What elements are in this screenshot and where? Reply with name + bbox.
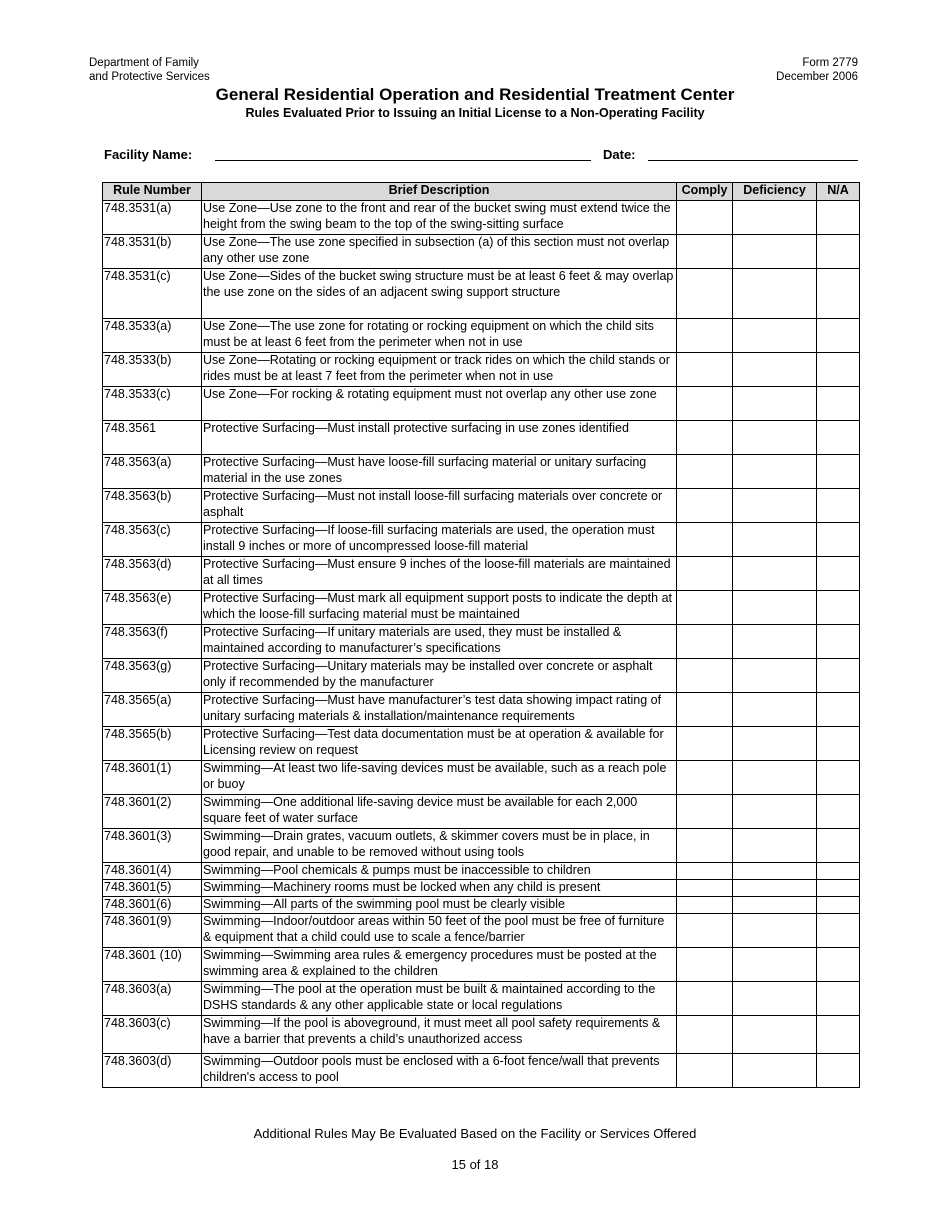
deficiency-cell[interactable]: [733, 761, 817, 795]
deficiency-cell[interactable]: [733, 659, 817, 693]
na-cell[interactable]: [817, 880, 860, 897]
comply-cell[interactable]: [677, 982, 733, 1016]
deficiency-cell[interactable]: [733, 948, 817, 982]
table-row: [103, 829, 860, 863]
column-header-na: N/A: [817, 183, 860, 201]
rule-description-cell: Protective Surfacing—Must have loose-fill surfacing material or unitary surfacing material in the use zones: [202, 455, 677, 489]
page-number: 15 of 18: [451, 1157, 499, 1172]
comply-cell[interactable]: [677, 659, 733, 693]
na-cell[interactable]: [817, 235, 860, 269]
rule-description-cell: Protective Surfacing—Must ensure 9 inches of the loose-fill materials are maintained at all times: [202, 557, 677, 591]
footer-note: Additional Rules May Be Evaluated Based on the Facility or Services Offered: [253, 1126, 697, 1141]
comply-cell[interactable]: [677, 387, 733, 421]
rule-number-cell: 748.3533(b): [103, 353, 202, 387]
rule-description-cell: Swimming—The pool at the operation must be built & maintained according to the DSHS standards & any other applicable state or local regulations: [202, 982, 677, 1016]
rule-number-cell: 748.3563(f): [103, 625, 202, 659]
table-row: [103, 761, 860, 795]
table-row: [103, 863, 860, 880]
rule-description-cell: Swimming—Indoor/outdoor areas within 50 feet of the pool must be free of furniture & equipment that a child could use to scale a fence/barrier: [202, 914, 677, 948]
deficiency-cell[interactable]: [733, 523, 817, 557]
rule-number-cell: 748.3601(4): [103, 863, 202, 880]
comply-cell[interactable]: [677, 914, 733, 948]
table-row: [103, 795, 860, 829]
table-row: [103, 269, 860, 319]
table-row: [103, 235, 860, 269]
comply-cell[interactable]: [677, 235, 733, 269]
na-cell[interactable]: [817, 523, 860, 557]
table-row: [103, 914, 860, 948]
rule-description-cell: Protective Surfacing—If unitary materials are used, they must be installed & maintained according to manufacturer’s specifications: [202, 625, 677, 659]
table-row: [103, 727, 860, 761]
table-row: [103, 659, 860, 693]
rule-number-cell: 748.3601 (10): [103, 948, 202, 982]
deficiency-cell[interactable]: [733, 353, 817, 387]
rule-number-cell: 748.3601(1): [103, 761, 202, 795]
comply-cell[interactable]: [677, 1016, 733, 1054]
form-info: [776, 56, 858, 84]
rule-description-cell: Swimming—At least two life-saving devices must be available, such as a reach pole or buoy: [202, 761, 677, 795]
deficiency-cell[interactable]: [733, 201, 817, 235]
deficiency-cell[interactable]: [733, 455, 817, 489]
rule-number-cell: 748.3601(3): [103, 829, 202, 863]
rule-number-cell: 748.3533(a): [103, 319, 202, 353]
document-title: General Residential Operation and Residential Treatment Center: [215, 85, 735, 104]
table-header-row: [103, 183, 860, 201]
table-row: [103, 591, 860, 625]
na-cell[interactable]: [817, 269, 860, 319]
rule-description-cell: Protective Surfacing—Must mark all equipment support posts to indicate the depth at which the loose-fill surfacing material must be maintained: [202, 591, 677, 625]
column-header-comply: Comply: [677, 183, 733, 201]
rule-description-cell: Swimming—All parts of the swimming pool must be clearly visible: [202, 897, 677, 914]
comply-cell[interactable]: [677, 591, 733, 625]
table-row: [103, 489, 860, 523]
na-cell[interactable]: [817, 1016, 860, 1054]
rule-number-cell: 748.3603(a): [103, 982, 202, 1016]
na-cell[interactable]: [817, 829, 860, 863]
na-cell[interactable]: [817, 421, 860, 455]
deficiency-cell[interactable]: [733, 557, 817, 591]
column-header-brief-description: Brief Description: [202, 183, 677, 201]
deficiency-cell[interactable]: [733, 795, 817, 829]
date-field[interactable]: [648, 146, 858, 161]
rule-number-cell: 748.3565(a): [103, 693, 202, 727]
comply-cell[interactable]: [677, 829, 733, 863]
na-cell[interactable]: [817, 625, 860, 659]
rule-number-cell: 748.3563(c): [103, 523, 202, 557]
deficiency-cell[interactable]: [733, 1016, 817, 1054]
comply-cell[interactable]: [677, 693, 733, 727]
deficiency-cell[interactable]: [733, 489, 817, 523]
na-cell[interactable]: [817, 489, 860, 523]
column-header-deficiency: Deficiency: [733, 183, 817, 201]
rule-number-cell: 748.3601(6): [103, 897, 202, 914]
na-cell[interactable]: [817, 761, 860, 795]
comply-cell[interactable]: [677, 421, 733, 455]
comply-cell[interactable]: [677, 863, 733, 880]
rule-number-cell: 748.3565(b): [103, 727, 202, 761]
na-cell[interactable]: [817, 863, 860, 880]
rule-description-cell: Swimming—Swimming area rules & emergency procedures must be posted at the swimming area & explained to the children: [202, 948, 677, 982]
table-row: [103, 1054, 860, 1088]
na-cell[interactable]: [817, 897, 860, 914]
rules-table: [102, 182, 860, 1088]
rule-description-cell: Use Zone—Sides of the bucket swing structure must be at least 6 feet & may overlap the use zone on the sides of an adjacent swing support structure: [202, 269, 677, 319]
form-number: Form 2779: [802, 57, 858, 69]
table-row: [103, 982, 860, 1016]
deficiency-cell[interactable]: [733, 319, 817, 353]
comply-cell[interactable]: [677, 948, 733, 982]
comply-cell[interactable]: [677, 761, 733, 795]
facility-name-field[interactable]: [215, 146, 591, 161]
deficiency-cell[interactable]: [733, 693, 817, 727]
na-cell[interactable]: [817, 201, 860, 235]
rule-description-cell: Protective Surfacing—Must install protective surfacing in use zones identified: [202, 421, 677, 455]
na-cell[interactable]: [817, 914, 860, 948]
deficiency-cell[interactable]: [733, 625, 817, 659]
deficiency-cell[interactable]: [733, 269, 817, 319]
na-cell[interactable]: [817, 557, 860, 591]
rule-number-cell: 748.3531(a): [103, 201, 202, 235]
rule-description-cell: Swimming—One additional life-saving device must be available for each 2,000 square feet of water surface: [202, 795, 677, 829]
table-row: [103, 387, 860, 421]
department-name: [89, 56, 210, 84]
table-row: [103, 523, 860, 557]
rule-description-cell: Swimming—Outdoor pools must be enclosed with a 6-foot fence/wall that prevents children's access to pool: [202, 1054, 677, 1088]
table-row: [103, 1016, 860, 1054]
na-cell[interactable]: [817, 591, 860, 625]
na-cell[interactable]: [817, 1054, 860, 1088]
deficiency-cell[interactable]: [733, 421, 817, 455]
na-cell[interactable]: [817, 455, 860, 489]
na-cell[interactable]: [817, 353, 860, 387]
na-cell[interactable]: [817, 659, 860, 693]
na-cell[interactable]: [817, 948, 860, 982]
table-row: [103, 948, 860, 982]
rule-description-cell: Swimming—Machinery rooms must be locked when any child is present: [202, 880, 677, 897]
deficiency-cell[interactable]: [733, 982, 817, 1016]
rule-number-cell: 748.3563(g): [103, 659, 202, 693]
rule-description-cell: Protective Surfacing—Unitary materials may be installed over concrete or asphalt only if recommended by the manufacturer: [202, 659, 677, 693]
table-row: [103, 625, 860, 659]
na-cell[interactable]: [817, 319, 860, 353]
comply-cell[interactable]: [677, 201, 733, 235]
table-row: [103, 319, 860, 353]
form-date: December 2006: [776, 71, 858, 83]
rule-description-cell: Swimming—Drain grates, vacuum outlets, & skimmer covers must be in place, in good repair, and unable to be removed without using tools: [202, 829, 677, 863]
table-row: [103, 880, 860, 897]
na-cell[interactable]: [817, 727, 860, 761]
rule-number-cell: 748.3601(2): [103, 795, 202, 829]
column-header-rule-number: Rule Number: [103, 183, 202, 201]
rule-description-cell: Swimming—Pool chemicals & pumps must be inaccessible to children: [202, 863, 677, 880]
facility-name-label: Facility Name:: [104, 147, 193, 162]
comply-cell[interactable]: [677, 557, 733, 591]
deficiency-cell[interactable]: [733, 727, 817, 761]
rule-number-cell: 748.3533(c): [103, 387, 202, 421]
deficiency-cell[interactable]: [733, 591, 817, 625]
rule-description-cell: Use Zone—The use zone for rotating or rocking equipment on which the child sits must be at least 6 feet from the perimeter when not in use: [202, 319, 677, 353]
table-row: [103, 201, 860, 235]
na-cell[interactable]: [817, 693, 860, 727]
rule-number-cell: 748.3531(b): [103, 235, 202, 269]
na-cell[interactable]: [817, 387, 860, 421]
comply-cell[interactable]: [677, 897, 733, 914]
comply-cell[interactable]: [677, 523, 733, 557]
rule-description-cell: Protective Surfacing—If loose-fill surfacing materials are used, the operation must install 9 inches or more of uncompressed loose-fill material: [202, 523, 677, 557]
table-row: [103, 455, 860, 489]
rule-description-cell: Use Zone—For rocking & rotating equipment must not overlap any other use zone: [202, 387, 677, 421]
comply-cell[interactable]: [677, 489, 733, 523]
rule-description-cell: Protective Surfacing—Must not install loose-fill surfacing materials over concrete or asphalt: [202, 489, 677, 523]
rule-number-cell: 748.3531(c): [103, 269, 202, 319]
deficiency-cell[interactable]: [733, 863, 817, 880]
comply-cell[interactable]: [677, 795, 733, 829]
date-label: Date:: [603, 147, 636, 162]
rule-number-cell: 748.3603(c): [103, 1016, 202, 1054]
deficiency-cell[interactable]: [733, 880, 817, 897]
rule-description-cell: Swimming—If the pool is aboveground, it must meet all pool safety requirements & have a barrier that prevents a child’s unauthorized access: [202, 1016, 677, 1054]
comply-cell[interactable]: [677, 319, 733, 353]
department-line-1: Department of Family: [89, 57, 199, 69]
na-cell[interactable]: [817, 982, 860, 1016]
comply-cell[interactable]: [677, 455, 733, 489]
department-line-2: and Protective Services: [89, 71, 210, 83]
deficiency-cell[interactable]: [733, 897, 817, 914]
deficiency-cell[interactable]: [733, 1054, 817, 1088]
comply-cell[interactable]: [677, 269, 733, 319]
comply-cell[interactable]: [677, 727, 733, 761]
rule-number-cell: 748.3563(d): [103, 557, 202, 591]
deficiency-cell[interactable]: [733, 235, 817, 269]
rule-number-cell: 748.3563(b): [103, 489, 202, 523]
deficiency-cell[interactable]: [733, 387, 817, 421]
rule-number-cell: 748.3601(9): [103, 914, 202, 948]
rule-description-cell: Protective Surfacing—Test data documentation must be at operation & available for Licensing review on request: [202, 727, 677, 761]
deficiency-cell[interactable]: [733, 829, 817, 863]
na-cell[interactable]: [817, 795, 860, 829]
rule-description-cell: Use Zone—The use zone specified in subsection (a) of this section must not overlap any other use zone: [202, 235, 677, 269]
table-row: [103, 897, 860, 914]
table-row: [103, 421, 860, 455]
rule-number-cell: 748.3563(e): [103, 591, 202, 625]
comply-cell[interactable]: [677, 880, 733, 897]
rule-description-cell: Use Zone—Rotating or rocking equipment or track rides on which the child stands or rides must be at least 7 feet from the perimeter when not in use: [202, 353, 677, 387]
table-row: [103, 353, 860, 387]
rule-description-cell: Use Zone—Use zone to the front and rear of the bucket swing must extend twice the height from the swing beam to the top of the swing-sitting surface: [202, 201, 677, 235]
rule-number-cell: 748.3561: [103, 421, 202, 455]
rule-number-cell: 748.3603(d): [103, 1054, 202, 1088]
comply-cell[interactable]: [677, 625, 733, 659]
rule-description-cell: Protective Surfacing—Must have manufacturer’s test data showing impact rating of unitary surfacing materials & installation/maintenance requirements: [202, 693, 677, 727]
comply-cell[interactable]: [677, 1054, 733, 1088]
rule-number-cell: 748.3601(5): [103, 880, 202, 897]
table-row: [103, 557, 860, 591]
table-row: [103, 693, 860, 727]
deficiency-cell[interactable]: [733, 914, 817, 948]
document-subtitle: Rules Evaluated Prior to Issuing an Initial License to a Non-Operating Facility: [245, 106, 705, 120]
rule-number-cell: 748.3563(a): [103, 455, 202, 489]
comply-cell[interactable]: [677, 353, 733, 387]
